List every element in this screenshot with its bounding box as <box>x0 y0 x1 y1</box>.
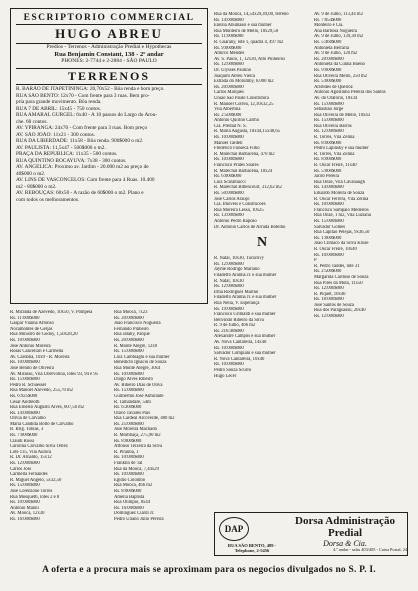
listing-line: Pedro Uliano Julio Pereira <box>114 516 164 520</box>
listing-line: Av. do Oratorio, 10x34 <box>314 95 358 101</box>
listing-line: R. Oscar Ferrera, Vila Zelina <box>314 196 369 202</box>
listing-line: R. Dr. Arnaldo, 15x12 <box>10 455 52 461</box>
listing-line: Rs. 14:000$000 <box>314 185 344 191</box>
listing-line: Rs. 15:000$000 <box>314 218 344 224</box>
listing-line: José Antonio Moreira <box>10 343 51 349</box>
listing-line: R. Marechal Barbacena, 10x24 <box>214 168 273 174</box>
ad-list-item: RUA 7 DE ABRIL: 15x45 - 750 contos. <box>16 105 102 112</box>
listing-line: Carlos Joss <box>10 466 32 472</box>
listing-line: Francisco Prates Soares <box>214 163 259 169</box>
listing-line: João Clímaco da Silva Kruse <box>314 241 369 247</box>
ad-title: ESCRIPTORIO COMMERCIAL <box>23 13 195 23</box>
listing-line: Rs. 11:000$000 <box>10 315 40 321</box>
ad-phones: PHONES: 2-7744 e 2-2884 - SÃO PAULO <box>61 58 157 64</box>
listing-column-1 <box>10 310 110 520</box>
listing-line: Rs. 8:000$000 <box>314 140 342 146</box>
listing-line: Rs. 7:000$000 <box>10 433 38 439</box>
listing-line: Rua Onze, Vila Cavanaugh <box>314 179 365 185</box>
listing-line: Rs. 10:000$000 <box>214 157 244 163</box>
listing-line: Rs. 11:000$000 <box>214 34 244 40</box>
listing-line: Francisco Grimaldi e sua mulher <box>214 312 276 318</box>
listing-line: R. Miranda de Azevedo, 10x50, V. Pompeia <box>10 310 93 315</box>
hugo-abreu-advertisement <box>10 8 208 304</box>
listing-line: Salvador Gomes <box>314 224 346 230</box>
listing-line: Rs. 10:000$000 <box>114 455 144 461</box>
listing-line: Francisco Sampaio Medeiros <box>314 207 369 213</box>
listing-line: Rs. 20:000$000 <box>214 84 244 90</box>
listing-line: Rs. 9:000$000 <box>214 45 242 51</box>
listing-line: Rs. 16:000$000 <box>10 516 40 520</box>
listing-line: Eduardo Moreira de Souza <box>314 191 365 196</box>
listing-line: José Lorenzone Torres <box>10 489 53 494</box>
listing-line: Rs. 8:000$000 <box>314 157 342 163</box>
listing-line: Rs. 14:000$000 <box>10 410 40 416</box>
listing-line: Carlos Marques <box>214 90 244 96</box>
listing-line: Rs. 15:000$000 <box>314 118 344 124</box>
listing-line: Vila Albertina <box>214 107 241 113</box>
listing-line: R. Tamandaré, 54m <box>114 399 151 405</box>
listing-line: Rs. 12:000$000 <box>314 314 344 320</box>
ad-list-item: che. 60 contos. <box>16 118 48 125</box>
listing-line: Dominguez Ciardi Jr. <box>114 511 155 517</box>
listing-line: Rs. 8:000$000 <box>114 489 142 494</box>
listing-line: Ana Barbosa Nogueira <box>314 28 357 34</box>
listing-line: R. Maria Augusta, 10x44,15x48,65 <box>214 129 281 135</box>
listing-line: Rua Nelia, V. Esperança <box>214 300 260 306</box>
listing-line: R. Pedro Taddei, lote 31 <box>314 263 360 269</box>
listing-line: Affonso Teixeira da Silva <box>114 444 163 450</box>
listing-line: Rs. 20:000$000 <box>114 337 144 343</box>
listing-line: Rua Moóca, 466 m2 <box>114 483 153 489</box>
listing-line: Rua Ministro de Godoy, 1,50x28,20 <box>10 332 78 338</box>
listing-column-3 <box>214 12 310 508</box>
listing-line: Franklin de Tal <box>114 461 143 467</box>
listing-line: Rs. 10:000$000 <box>314 252 344 258</box>
ad-list-item: R. BARÃO DE ITAPETININGA: 20,70x52 - Bôa renda e bom preço. <box>16 86 165 92</box>
listing-line: Rua Onze, 1 m2, Vila Luziana <box>314 213 371 219</box>
listing-line: R. Pirauba, 1 <box>114 449 139 455</box>
listing-line: Cia. Predial N. S. <box>214 123 247 129</box>
listing-line: Av. Cardona, 10x9 - R. Moreira <box>10 354 70 360</box>
listing-line: Rs. 12:000$000 <box>314 129 344 135</box>
listing-line: R. Mombaça, 275,90 m2 <box>114 433 161 439</box>
listing-line: José Santos de Souza <box>314 302 354 308</box>
listing-line: R. Piquet, 10x40 <box>314 291 346 297</box>
banner-address: RUA SÃO BENTO, 489 - Telephone, 2-5456 <box>227 543 277 553</box>
ad-list-item: com todos os melhoramentos. <box>16 196 80 203</box>
listing-line: R. 9 de Julho, 466 m2 <box>214 323 256 329</box>
listing-column-4 <box>314 12 408 508</box>
banner-firm: Dorsa & Cia. <box>323 539 367 548</box>
listing-line: Margarida Cardoso de Souza <box>314 274 369 280</box>
listing-line: Enezia Abumassi e sua mulher <box>214 23 272 29</box>
listing-line: José Carlos Araujo <box>214 196 250 202</box>
listing-line: Lote 135, Vila Aurora <box>10 449 52 455</box>
listing-line: Rua Olimpio, 8x44 <box>114 500 151 506</box>
ad-list-item: 40$000 o m2. <box>16 170 46 177</box>
listing-line: Luiz Cambiaghi e sua mulher <box>114 354 170 360</box>
listing-line: R. Guarany, lote 1, quadra 4, 497 m2 <box>214 39 284 45</box>
listing-line: Rs. 9:000$000 <box>314 67 342 73</box>
listing-line: Dr. Antonio Carlos de Arruda Botelho <box>214 224 286 230</box>
listing-line: Guilhermo José Almirante <box>114 393 164 399</box>
listing-line: Rs. 20:000$000 <box>114 315 144 321</box>
listing-line: Rua Ernesto Augusto Alves, 607,56 m2 <box>10 405 85 411</box>
listing-line: Benedicto Ignacio de Souza <box>114 360 167 366</box>
listing-line: Rs. 15:000$000 <box>314 101 344 107</box>
listing-line: Rs. 15:000$000 <box>10 483 40 489</box>
listing-line: R. Nova Cantareira, 10x40 <box>214 356 265 362</box>
listing-line: Rs. 10:000$000 <box>214 345 244 351</box>
listing-line: Estrada do Morumby, 6.000 m2 <box>214 79 274 85</box>
ad-list-item: RUA AMARAL GURGEL: 6x40 - A 10 passos do Largo do Arou- <box>16 112 158 118</box>
listing-line: Hugo Lecer <box>214 373 237 379</box>
listing-line: Carmella Fernandes <box>10 472 48 478</box>
listing-line: Rs. 10:000$000 <box>314 202 344 208</box>
listing-line: Rs. 5:000$000 <box>314 79 342 85</box>
dap-logo: DAP <box>219 517 249 541</box>
listing-line: Rua da Moóca, 14,54x29,49,00, terreno <box>214 12 289 17</box>
listing-line: Rs. 15:000$000 <box>114 388 144 394</box>
ad-list-item: AV. SÃO JOÃO: 11x21 - 300 contos. <box>16 131 96 138</box>
listing-line: Monteiro e Cia. <box>314 23 344 29</box>
listing-line: Antonio Pedro Raposo <box>214 218 257 224</box>
listing-line: Antonio Quirino Carmo <box>214 118 260 124</box>
listing-line: R. Manoel Correa, 12,10x32,25 <box>214 101 274 107</box>
listing-line: Manoel Tardeli <box>214 140 243 146</box>
listing-line: Rua Capitão Pelejas, 9x36,50 <box>314 230 370 236</box>
listing-line: Pedro Souza Scurro <box>214 368 252 374</box>
listing-line: Rs. 20:000$000 <box>314 56 344 62</box>
listing-line: R. Oscar Freire, 11x40 <box>314 163 357 169</box>
ad-list-item: AV. PAULISTA: 11,5x47 - 500$000 o m2. <box>16 144 106 151</box>
document-page <box>10 8 408 584</box>
ad-company-name: HUGO ABREU <box>16 24 202 44</box>
listing-line: R. Marechal Barbacena, 470 m2 <box>214 151 275 157</box>
listing-line: Rs. 10:000$000 <box>10 360 40 366</box>
listing-line: Rua Pires da Mota, 11x50 <box>314 280 363 286</box>
listing-line: Rs. 1:000$000 <box>314 235 342 241</box>
listing-line: Sebastião Jorge <box>314 107 344 113</box>
listing-line: Av. 9 de Julho, 139,30 m2 <box>314 34 364 40</box>
listing-line: Jacob Pereira <box>314 174 340 180</box>
listing-line: Cia. Imoveis e Construcoes <box>214 202 266 208</box>
listing-line: Uniao Sao Paulo Construtora <box>214 95 269 101</box>
listing-column-3-bottom <box>214 256 310 379</box>
listing-line: Rs. 6:925$000 <box>10 393 38 399</box>
listing-line: Rs. 10:000$000 <box>214 362 244 368</box>
listing-line: Rs. 25:000$000 <box>114 421 144 427</box>
listing-line: Rua Mooca, 7x23 <box>114 310 148 315</box>
listing-line: Jayme Rodrigo Mariano <box>214 267 260 273</box>
ad-subtitle: Predios - Terrenos - Administração Predial e Hypothecas <box>46 44 172 50</box>
listing-line: Joaquim Abreu Vieira <box>214 73 256 79</box>
listing-line: Rua Monte Alegre, 30x4 <box>114 365 161 371</box>
listing-line: Nocamontes de Gerjas <box>10 326 53 332</box>
listing-line: José Benito de Oliveira <box>10 365 54 371</box>
listing-line: Rs. 12:000$000 <box>314 286 344 292</box>
listing-line: Rs. 18:000$000 <box>314 297 344 303</box>
listing-line: Rs. 15:000$000 <box>114 349 144 355</box>
section-letter-n: N <box>256 235 268 251</box>
ad-property-list <box>16 86 202 203</box>
listing-line: Rua Moreira Lessa, 10x25 <box>214 207 264 213</box>
listing-column-3-top <box>214 12 310 230</box>
ad-list-item: RUA QUINTINO BOCAYUVA: 7x38 - 300 contos. <box>16 157 127 164</box>
ad-heading: TERRENOS <box>16 68 202 85</box>
listing-line: Amelia Baptista <box>114 494 145 500</box>
listing-line: Rs. 16:000$000 <box>114 505 144 511</box>
listing-line: Benvindo Ribeiro da Silva <box>214 317 264 323</box>
listing-line: Rua Jatahy, Parque <box>114 332 150 338</box>
listing-line: Rs. 8:000$000 <box>114 438 142 444</box>
listing-line: Rua Cardeal Arcoverde, 480 m2 <box>114 416 175 422</box>
banner-company-name: Dorsa Administração Predial <box>295 515 395 539</box>
listing-line: Filadelfo Aranha Jr. e sua mulher <box>214 272 277 278</box>
listing-line: Rua Oliveira Mello, 250 m2 <box>314 73 367 79</box>
listing-line: Rs. 19:000$000 <box>214 306 244 312</box>
ad-list-item: m2 - 80$000 o m2. <box>16 183 57 190</box>
ad-list-item: RUA SÃO BENTO: 12x70 - Com frente para 3 ruas. Bem pro- <box>16 92 150 99</box>
listing-line: Carolina Carvalho Silva Tellez <box>10 444 68 450</box>
listing-line: Rua Monteiro de Mello, 10x29,50 <box>214 28 279 34</box>
listing-line: Rs. 2:500$000 <box>314 269 342 275</box>
listing-line: Gaspar Vianna Affonso <box>10 321 54 327</box>
listing-line: Av. S. Paulo, 1, 12x30, Alto Pinheiros <box>214 56 286 62</box>
listing-line: Amirco Mendes <box>214 51 245 57</box>
listing-line: Irma Rodrigues Marino <box>214 289 259 295</box>
listing-line: Cesar Andreotti <box>10 399 40 405</box>
listing-line: Luiz Scaramucci <box>214 179 246 185</box>
listing-line: Rs. 12:000$000 <box>10 461 40 467</box>
listing-line: Rs. 10:000$000 <box>214 135 244 141</box>
listing-line: Dr. Ulysses Paulino <box>214 67 252 73</box>
listing-line: P <box>314 258 317 264</box>
listing-line: R. Miguel Angelo, 5x32,50 <box>10 477 62 483</box>
footer-slogan: A oferta e a procura mais se aproximam para os negocios divulgados no S. P. I. <box>42 565 376 575</box>
listing-line: R. Torres, Vila Zelina <box>314 151 355 157</box>
listing-line: R. Torres, Vila Zelina <box>314 135 355 141</box>
listing-line: Fernando Pinheiro <box>114 326 149 332</box>
listing-line: Rs. 15:000$000 <box>10 377 40 383</box>
ad-list-item: AV. YPIRANGA: 24x70 - Com frente para 3 ruas. Bom preço <box>16 125 148 131</box>
listing-line: R. Natal, 10x30 <box>214 278 244 284</box>
ad-list-item: AV. ANGELICA: Proximo av. Jardim - 20.000 m2 ao preço de <box>16 164 149 170</box>
ad-address: Rua Benjamin Constant, 138 - 2º andar <box>54 51 164 58</box>
listing-line: Rs. 7:854$000 <box>314 17 342 23</box>
listing-line: R. Oscar Freire, 10x40 <box>314 246 357 252</box>
listing-line: Maria Candida Botto de Carvalho <box>10 421 74 427</box>
banner-address-detail: 4.º andar - salas 403/405 - Caixa Postal, 24 <box>333 547 407 552</box>
listing-line: Av. 9 de Julho, 113,44 m2 <box>314 12 363 17</box>
listing-line: Av. Moóca, 12x30 <box>10 511 45 517</box>
listing-line: Antonio Manni <box>10 505 39 511</box>
listing-line: Diogo Alves Ribeiro <box>114 377 153 383</box>
listing-line: Rs. 12:000$000 <box>214 261 244 267</box>
ad-list-item: PRAÇA DA REPUBLICA: 11x35 - 500 contos. <box>16 151 118 157</box>
ad-list-item: AV. REBOUÇAS: 60x50 - A razão de 60$000 o m2. Plano e <box>16 190 144 196</box>
listing-line: Rs. 14:000$000 <box>214 17 244 23</box>
listing-line: Antonio Agostinho Pereira dos Santos <box>314 90 386 96</box>
listing-line: Rs. 12:000$000 <box>214 62 244 68</box>
listing-line: Antonieta da Cunha Bueno <box>314 62 365 68</box>
listing-line: Rua Manoel Azevedo, 255,70 m2 <box>10 388 74 394</box>
listing-line: Rs. 10:000$000 <box>114 472 144 478</box>
listing-line: Rua da Moóca, 7,44x29 <box>114 466 159 472</box>
listing-line: Rs. 10:000$000 <box>114 371 144 377</box>
listing-line: Av. 9 de Julho, 120 m2 <box>314 51 358 57</box>
listing-line: Rs. 6:000$000 <box>214 174 242 180</box>
listing-line: Rua Oliveira de Mello, 10x43 <box>314 112 371 118</box>
ad-list-item: AV. LINS DE VASCONCELOS: Com frente para 4 Ruas. 10.400 <box>16 177 155 183</box>
ad-list-item: pria para grande movimento. Bôa renda. <box>16 99 102 105</box>
listing-line: Rs. 2:500$000 <box>214 112 242 118</box>
listing-line: Av. Nova Cantareira, 14x40 <box>214 340 267 346</box>
listing-line: Rs. 6:200$000 <box>114 405 142 411</box>
listing-line: Pedro Lapinsky e sua mulher <box>314 146 369 152</box>
listing-line: Rs. 10:000$000 <box>10 337 40 343</box>
listing-line: Alexandre Campos e sua mulher <box>214 334 276 340</box>
listing-line: Rs. 13:000$000 <box>214 213 244 219</box>
listing-line: Av. Mirassu, Vila Ubervolina, lotes 93, 94 e 95 <box>10 371 99 377</box>
listing-line: José Moreira Machado <box>114 427 157 433</box>
listing-line: Filadelfo Aranha Jr. e sua mulher <box>214 295 277 301</box>
listing-line: Rs. 216:40$000 <box>214 328 244 334</box>
listing-line: Pedro R. Schuessel <box>10 382 47 388</box>
listing-line: Olavo Tavares Pais <box>114 410 151 416</box>
listing-line: Rua Mosquetti, lotes 2 e 8 <box>10 494 60 500</box>
listing-line: Frederico Fonseca Filho <box>214 146 260 152</box>
listing-line: R. Brig. Tobias, 3 <box>10 427 44 433</box>
listing-line: Rs. 12:000$000 <box>214 284 244 290</box>
listing-column-2 <box>114 310 210 520</box>
listing-line: Rs. 50:000$000 <box>214 191 244 196</box>
listing-line: Rua Oliveira Barros <box>314 123 352 129</box>
listing-line: Rs. 10:000$000 <box>10 500 40 506</box>
dorsa-banner <box>214 512 408 556</box>
listing-line: R. Natal, 10x30, Tucuruvy <box>214 256 265 262</box>
listing-line: Claudi Rossi <box>10 438 35 444</box>
listing-line: Salvador Compiani e sua mulher <box>214 351 276 357</box>
listing-line: João Francisco Nogueira <box>114 321 161 327</box>
listing-line: Rs. 5:000$000 <box>314 168 342 174</box>
listing-line: Olivia de Carvalho <box>10 416 46 422</box>
listing-line: Rs. 5:460$000 <box>314 39 342 45</box>
listing-line: Rosas Cancellari e Carmella <box>10 349 64 355</box>
listing-line: Rua dos Paraguassu, 20x40 <box>314 308 366 314</box>
listing-line: Av. Ribeiro Dias de Oliva <box>114 382 163 388</box>
listing-line: Egidio Colombo <box>114 477 146 483</box>
ad-list-item: RUA DA LIBERDADE: 11x58 - Bôa renda. 900$000 o m2. <box>16 138 144 144</box>
listing-line: R. Monte Alegre, 12x0 <box>114 343 158 349</box>
listing-line: R. Marechal Bittencourt, 312,62 m2 <box>214 185 282 191</box>
listing-line: Antonieta Berraria <box>314 45 350 51</box>
listing-line: Aristides de Queiroz <box>314 84 353 90</box>
